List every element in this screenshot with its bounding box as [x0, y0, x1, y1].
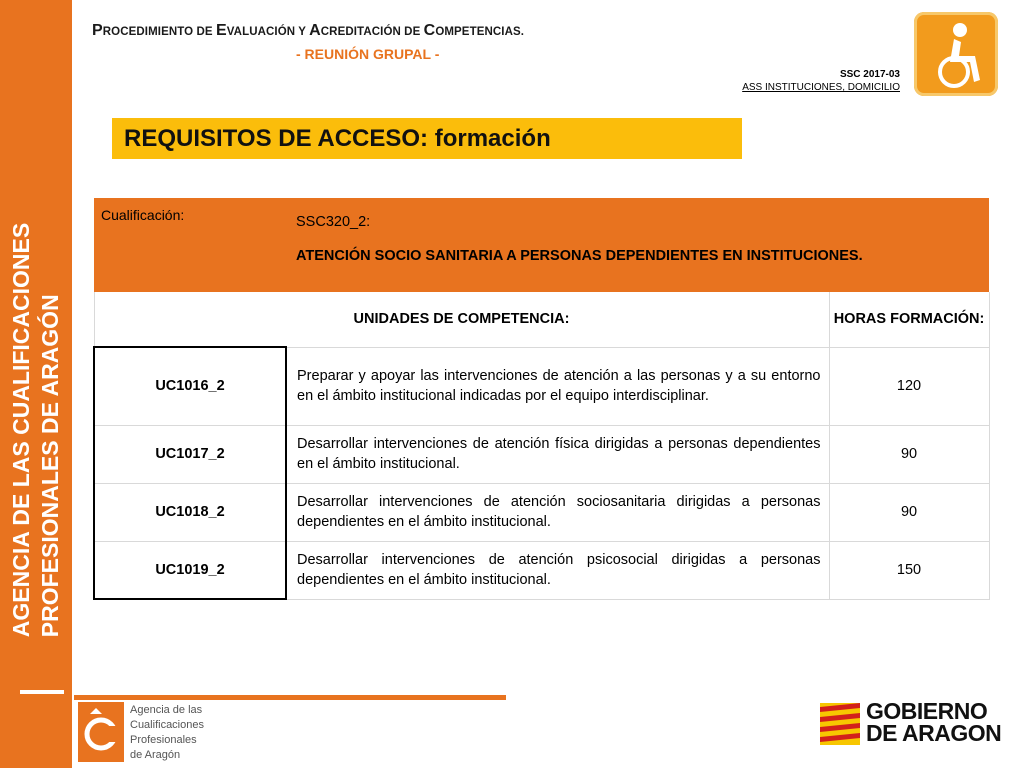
agency-line: de Aragón: [130, 749, 181, 761]
title-part-3: CREDITACIÓN DE: [320, 26, 424, 38]
competency-table: [93, 198, 990, 600]
hours-header: HORAS FORMACIÓN:: [829, 292, 989, 347]
unit-code: UC1019_2: [94, 541, 286, 599]
qualification-code: SSC320_2:: [296, 214, 371, 230]
unit-description: Preparar y apoyar las intervenciones de atención a las personas y a su entorno en el ámbito institucional indicadas por el equipo interdisciplinar.: [286, 347, 829, 425]
title-part-1: ROCEDIMIENTO DE: [102, 26, 216, 38]
side-agency-name: [4, 200, 68, 660]
qualification-label: Cualificación:: [94, 198, 286, 292]
unit-description: Desarrollar intervenciones de atención física dirigidas a personas dependientes en el ámbito institucional.: [286, 425, 829, 483]
unit-description: Desarrollar intervenciones de atención psicosocial dirigidas a personas dependientes en el ámbito institucional.: [286, 541, 829, 599]
table-row: [94, 483, 989, 541]
unit-code: UC1017_2: [94, 425, 286, 483]
unit-description: Desarrollar intervenciones de atención sociosanitaria dirigidas a personas dependientes en el ámbito institucional.: [286, 483, 829, 541]
agency-line: Cualificaciones: [130, 719, 204, 731]
code-number: SSC 2017-03: [839, 69, 900, 80]
qualification-name: ATENCIÓN SOCIO SANITARIA A PERSONAS DEPENDIENTES EN INSTITUCIONES.: [296, 248, 863, 264]
units-header: UNIDADES DE COMPETENCIA:: [94, 292, 829, 347]
title-cap-3: A: [309, 22, 321, 39]
bottom-divider: [74, 695, 506, 700]
gov-line: GOBIERNO: [866, 698, 988, 724]
title-cap-1: P: [92, 22, 103, 39]
title-part-4: OMPETENCIAS.: [435, 26, 525, 38]
title-cap-2: E: [215, 22, 227, 39]
side-line-1: AGENCIA DE LAS CUALIFICACIONES: [8, 222, 35, 638]
title-cap-4: C: [423, 22, 436, 39]
agency-line: Profesionales: [130, 734, 197, 746]
gov-line: DE ARAGON: [866, 720, 1002, 746]
unit-code: UC1018_2: [94, 483, 286, 541]
unit-hours: 90: [829, 483, 989, 541]
page-subtitle: - REUNIÓN GRUPAL -: [296, 46, 440, 62]
table-row: [94, 541, 989, 599]
agency-line: Agencia de las: [130, 704, 203, 716]
document-code: [742, 68, 900, 94]
units-header-row: [94, 292, 989, 347]
agency-c-icon: [78, 702, 134, 764]
side-divider: [20, 690, 64, 694]
unit-hours: 150: [829, 541, 989, 599]
unit-code: UC1016_2: [94, 347, 286, 425]
unit-hours: 90: [829, 425, 989, 483]
qualification-value: [286, 198, 989, 292]
side-line-2: PROFESIONALES DE ARAGÓN: [37, 294, 64, 638]
government-logo-text: [866, 700, 1001, 744]
aragon-flag-icon: [820, 703, 860, 745]
unit-hours: 120: [829, 347, 989, 425]
code-description: ASS INSTITUCIONES, DOMICILIO: [742, 82, 900, 93]
table-row: [94, 425, 989, 483]
table-row: [94, 347, 989, 425]
wheelchair-person-icon: [914, 12, 998, 96]
page-title: [92, 22, 524, 40]
qualification-row: [94, 198, 989, 292]
title-part-2: VALUACIÓN Y: [226, 26, 310, 38]
section-banner: REQUISITOS DE ACCESO: formación: [112, 118, 742, 159]
agency-logo-text: [130, 703, 204, 763]
